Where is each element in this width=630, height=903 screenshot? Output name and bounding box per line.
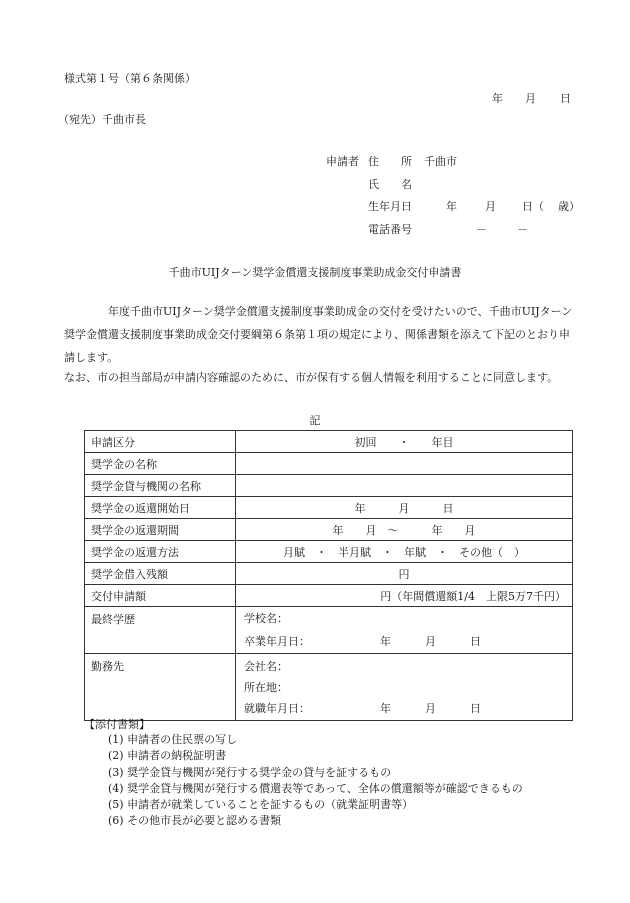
applicant-address-row [326, 153, 457, 169]
grad-year: 年 [380, 635, 391, 648]
row-value: 年 月 ～ 年 月 [236, 519, 573, 541]
row-label: 奨学金の名称 [85, 453, 236, 475]
start-date-row [236, 698, 572, 720]
location-row [236, 677, 572, 698]
table-row [85, 519, 573, 541]
body-line: 奨学金償還支援制度事業助成金交付要綱第６条第１項の規定により、関係書類を添えて下記のとおり申 [64, 328, 570, 341]
birth-label: 生年月日 [368, 200, 412, 213]
date-year-label: 年 [492, 92, 503, 105]
row-value: 年 月 日 [236, 497, 573, 519]
list-item: (6) その他市長が必要と認める書類 [108, 814, 282, 828]
table-row [85, 431, 573, 453]
birth-month-label: 月 [485, 200, 496, 213]
row-label: 奨学金の返還期間 [85, 519, 236, 541]
list-item: (5) 申請者が就業していることを証するもの（就業証明書等） [108, 798, 414, 812]
document-title: 千曲市UIJターン奨学金償還支援制度事業助成金交付申請書 [168, 266, 462, 279]
start-date-label: 就職年月日： [244, 702, 310, 715]
applicant-birth-row [326, 198, 580, 214]
attachments-list [108, 732, 523, 830]
row-value: 初回 ・ 年目 [236, 431, 573, 453]
body-line: 年度千曲市UIJターン奨学金償還支援制度事業助成金の交付を受けたいので、千曲市UIJターン [108, 305, 573, 318]
phone-dash: － [476, 223, 487, 236]
list-item: (3) 奨学金貸与機関が発行する奨学金の貸与を証するもの [108, 765, 392, 779]
table-row [85, 475, 573, 497]
birth-day-label: 日（ [522, 200, 544, 213]
row-value: 円（年間償還額1/4 上限5万7千円） [236, 585, 573, 607]
list-item: (4) 奨学金貸与機関が発行する償還表等であって、全体の償還額等が確認できるもの [108, 781, 523, 795]
row-label: 申請区分 [85, 431, 236, 453]
location-label: 所在地： [244, 681, 288, 694]
grad-day: 日 [470, 635, 481, 648]
row-label: 奨学金貸与機関の名称 [85, 475, 236, 497]
body-line: 請します。 [64, 351, 119, 364]
applicant-phone-row [326, 221, 528, 237]
birth-age-label: 歳） [558, 200, 580, 213]
row-value: 月賦 ・ 半月賦 ・ 年賦 ・ その他（ ） [236, 541, 573, 563]
education-fields [236, 607, 573, 654]
row-value: 円 [236, 563, 573, 585]
phone-label: 電話番号 [368, 223, 412, 236]
company-label: 会社名： [244, 660, 288, 673]
graduation-label: 卒業年月日： [244, 635, 310, 648]
row-value [236, 475, 573, 497]
date-day-label: 日 [560, 92, 571, 105]
grad-month: 月 [425, 635, 436, 648]
table-row-work [85, 654, 573, 721]
start-year: 年 [380, 702, 391, 715]
name-label: 氏 名 [368, 178, 412, 191]
birth-year-label: 年 [446, 200, 457, 213]
work-label: 勤務先 [85, 654, 236, 721]
table-row-education [85, 607, 573, 654]
table-row [85, 563, 573, 585]
phone-dash: － [517, 223, 528, 236]
applicant-label: 申請者 [326, 155, 359, 168]
start-month: 月 [425, 702, 436, 715]
submission-date [492, 90, 571, 106]
row-label: 交付申請額 [85, 585, 236, 607]
body-text [64, 300, 574, 369]
list-item: (1) 申請者の住民票の写し [108, 733, 238, 746]
address-label: 住 所 [368, 155, 412, 168]
education-label: 最終学歴 [85, 607, 236, 654]
start-day: 日 [470, 702, 481, 715]
row-value [236, 453, 573, 475]
list-item: (2) 申請者の納税証明書 [108, 749, 227, 763]
table-row [85, 453, 573, 475]
application-table [84, 430, 573, 721]
table-row [85, 541, 573, 563]
school-label: 学校名： [244, 612, 288, 625]
work-fields [236, 654, 573, 721]
attachments-title: 【添付書類】 [84, 718, 150, 731]
address-value: 千曲市 [424, 155, 457, 168]
company-row [236, 656, 572, 677]
row-label: 奨学金借入残額 [85, 563, 236, 585]
school-row [236, 607, 572, 631]
date-month-label: 月 [525, 92, 536, 105]
table-row [85, 497, 573, 519]
form-number: 様式第１号（第６条関係） [64, 72, 196, 85]
ki-heading: 記 [309, 414, 321, 427]
row-label: 奨学金の返還方法 [85, 541, 236, 563]
consent-text: なお、市の担当部局が申請内容確認のために、市が保有する個人情報を利用することに同意します。 [64, 371, 559, 384]
table-row [85, 585, 573, 607]
row-label: 奨学金の返還開始日 [85, 497, 236, 519]
graduation-row [236, 631, 572, 653]
addressee: （宛先）千曲市長 [58, 113, 146, 126]
applicant-name-row [326, 176, 424, 192]
